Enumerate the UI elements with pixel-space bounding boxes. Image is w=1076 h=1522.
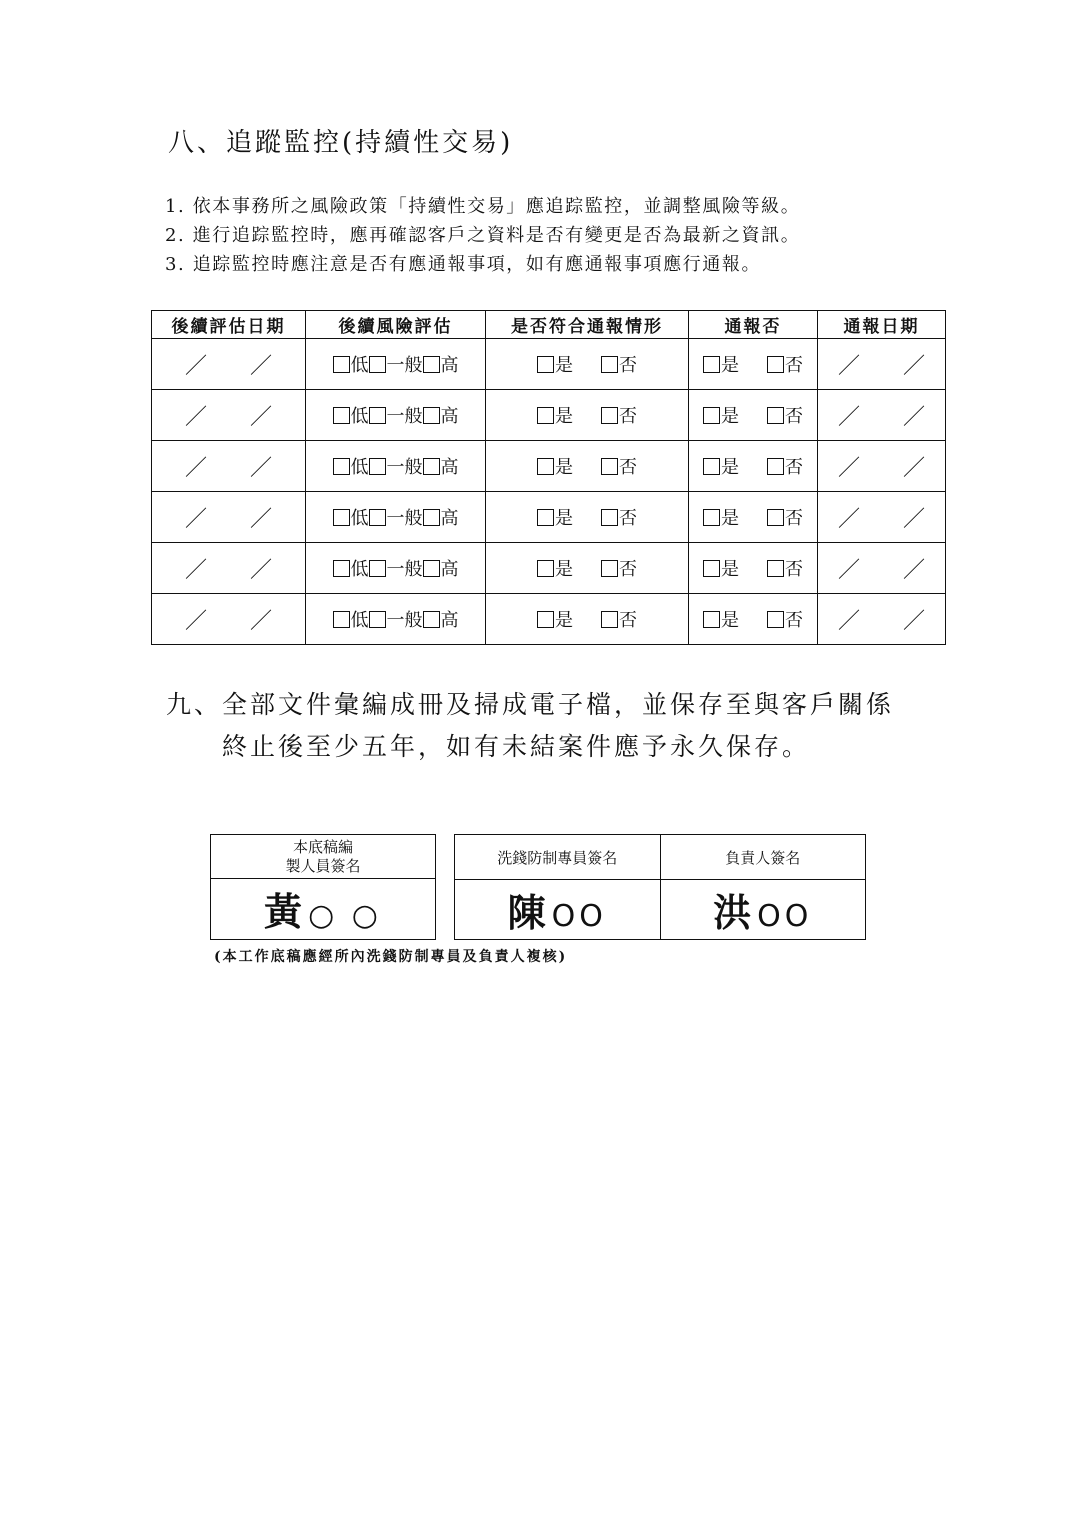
risk-low-option[interactable]: [333, 610, 369, 631]
checkbox-label: 低: [350, 559, 369, 580]
yes-option[interactable]: [703, 508, 739, 529]
date-slashes: ／ ／: [838, 557, 943, 583]
date-slashes: ／ ／: [185, 455, 290, 481]
no-option[interactable]: [767, 610, 803, 631]
checkbox-icon[interactable]: [537, 356, 554, 373]
checkbox-icon[interactable]: [333, 509, 350, 526]
checkbox-icon[interactable]: [369, 356, 386, 373]
checkbox-icon[interactable]: [537, 509, 554, 526]
yes-option[interactable]: [537, 508, 573, 529]
preparer-signature-box: [210, 834, 436, 940]
checkbox-label: 否: [785, 508, 803, 529]
preparer-signature[interactable]: [211, 879, 435, 937]
checkbox-label: 是: [721, 559, 739, 580]
report-date-cell[interactable]: [818, 594, 946, 645]
eval-date-cell[interactable]: [152, 339, 306, 390]
checkbox-icon[interactable]: [423, 560, 440, 577]
approver-signature-box: [454, 834, 866, 940]
table-row: [152, 594, 946, 645]
checkbox-label: 一般: [386, 406, 423, 427]
no-option[interactable]: [767, 406, 803, 427]
checkbox-icon[interactable]: [369, 560, 386, 577]
no-option[interactable]: [601, 406, 637, 427]
table-row: [152, 390, 946, 441]
date-slashes: ／ ／: [838, 404, 943, 430]
table-row: [152, 543, 946, 594]
date-slashes: ／ ／: [838, 506, 943, 532]
no-option[interactable]: [601, 355, 637, 376]
checkbox-label: 高: [440, 355, 459, 376]
checkbox-label: 否: [785, 406, 803, 427]
checkbox-icon[interactable]: [601, 560, 618, 577]
header-report-date: 通報日期: [818, 311, 946, 339]
checkbox-label: 一般: [386, 457, 423, 478]
checkbox-label: 是: [721, 508, 739, 529]
reported-cell: [689, 441, 818, 492]
report-condition-cell: [486, 594, 689, 645]
tracking-table: [151, 310, 946, 645]
checkbox-icon[interactable]: [703, 407, 720, 424]
risk-low-option[interactable]: [333, 559, 369, 580]
no-option[interactable]: [601, 559, 637, 580]
checkbox-label: 低: [350, 508, 369, 529]
checkbox-icon[interactable]: [423, 356, 440, 373]
checkbox-label: 低: [350, 355, 369, 376]
checkbox-label: 高: [440, 406, 459, 427]
date-slashes: ／ ／: [185, 608, 290, 634]
checkbox-icon[interactable]: [333, 560, 350, 577]
head-sig-rest: OO: [757, 899, 813, 934]
aml-sig-name: 陳: [507, 890, 552, 935]
no-option[interactable]: [767, 457, 803, 478]
checkbox-icon[interactable]: [369, 611, 386, 628]
checkbox-icon[interactable]: [369, 407, 386, 424]
checkbox-icon[interactable]: [369, 509, 386, 526]
checkbox-icon[interactable]: [333, 458, 350, 475]
risk-eval-cell: [306, 339, 486, 390]
checkbox-label: 否: [785, 457, 803, 478]
no-option[interactable]: [601, 508, 637, 529]
yes-option[interactable]: [537, 406, 573, 427]
no-option[interactable]: [767, 355, 803, 376]
checkbox-icon[interactable]: [703, 560, 720, 577]
report-condition-cell: [486, 441, 689, 492]
risk-eval-cell: [306, 594, 486, 645]
table-row: [152, 441, 946, 492]
note-3: 3. 追踪監控時應注意是否有應通報事項，如有應通報事項應行通報。: [165, 254, 762, 275]
section-9-line-1: 九、全部文件彙編成冊及掃成電子檔，並保存至與客戶關係: [166, 690, 895, 719]
risk-normal-option[interactable]: [369, 355, 423, 376]
header-eval-date: 後續評估日期: [152, 311, 306, 339]
aml-officer-signature[interactable]: [455, 880, 660, 939]
eval-date-cell[interactable]: [152, 594, 306, 645]
risk-normal-option[interactable]: [369, 508, 423, 529]
head-sig-name: 洪: [713, 890, 758, 935]
checkbox-icon[interactable]: [601, 458, 618, 475]
checkbox-label: 是: [555, 406, 573, 427]
checkbox-icon[interactable]: [537, 458, 554, 475]
yes-option[interactable]: [537, 610, 573, 631]
date-slashes: ／ ／: [185, 353, 290, 379]
checkbox-label: 是: [721, 457, 739, 478]
table-row: [152, 339, 946, 390]
checkbox-label: 低: [350, 457, 369, 478]
eval-date-cell[interactable]: [152, 492, 306, 543]
section-9-line-2: 終止後至少五年，如有未結案件應予永久保存。: [222, 732, 811, 761]
checkbox-label: 否: [785, 355, 803, 376]
checkbox-icon[interactable]: [423, 611, 440, 628]
aml-sig-rest: OO: [551, 899, 607, 934]
checkbox-icon[interactable]: [423, 407, 440, 424]
checkbox-icon[interactable]: [601, 356, 618, 373]
date-slashes: ／ ／: [838, 608, 943, 634]
checkbox-label: 是: [555, 355, 573, 376]
risk-high-option[interactable]: [423, 355, 459, 376]
no-option[interactable]: [601, 610, 637, 631]
risk-normal-option[interactable]: [369, 610, 423, 631]
report-date-cell[interactable]: [818, 441, 946, 492]
checkbox-label: 是: [555, 559, 573, 580]
checkbox-label: 是: [721, 355, 739, 376]
checkbox-icon[interactable]: [537, 407, 554, 424]
risk-high-option[interactable]: [423, 406, 459, 427]
checkbox-icon[interactable]: [767, 611, 784, 628]
checkbox-label: 否: [785, 610, 803, 631]
no-option[interactable]: [767, 508, 803, 529]
checkbox-label: 是: [555, 457, 573, 478]
checkbox-icon[interactable]: [601, 611, 618, 628]
checkbox-label: 一般: [386, 610, 423, 631]
risk-high-option[interactable]: [423, 559, 459, 580]
report-condition-cell: [486, 492, 689, 543]
risk-eval-cell: [306, 441, 486, 492]
checkbox-icon[interactable]: [601, 407, 618, 424]
checkbox-label: 否: [785, 559, 803, 580]
reported-cell: [689, 390, 818, 441]
preparer-label-line-2: 製人員簽名: [285, 857, 361, 875]
checkbox-icon[interactable]: [423, 509, 440, 526]
review-footnote: (本工作底稿應經所內洗錢防制專員及負責人複核): [214, 949, 568, 965]
report-condition-cell: [486, 390, 689, 441]
yes-option[interactable]: [703, 355, 739, 376]
checkbox-icon[interactable]: [703, 458, 720, 475]
yes-option[interactable]: [703, 610, 739, 631]
yes-option[interactable]: [537, 355, 573, 376]
reported-cell: [689, 492, 818, 543]
checkbox-icon[interactable]: [703, 509, 720, 526]
risk-low-option[interactable]: [333, 508, 369, 529]
report-condition-cell: [486, 339, 689, 390]
checkbox-label: 否: [619, 610, 637, 631]
checkbox-label: 高: [440, 457, 459, 478]
risk-normal-option[interactable]: [369, 406, 423, 427]
yes-option[interactable]: [703, 559, 739, 580]
yes-option[interactable]: [703, 457, 739, 478]
table-header-row: [152, 311, 946, 339]
yes-option[interactable]: [703, 406, 739, 427]
preparer-sig-rest: ○ ○: [308, 897, 382, 933]
checkbox-icon[interactable]: [767, 509, 784, 526]
checkbox-icon[interactable]: [767, 560, 784, 577]
reported-cell: [689, 543, 818, 594]
report-date-cell[interactable]: [818, 543, 946, 594]
responsible-person-signature[interactable]: [661, 880, 866, 939]
checkbox-icon[interactable]: [333, 407, 350, 424]
risk-eval-cell: [306, 543, 486, 594]
yes-option[interactable]: [537, 559, 573, 580]
preparer-sig-name: 黃: [264, 888, 309, 934]
eval-date-cell[interactable]: [152, 441, 306, 492]
responsible-person-label: 負責人簽名: [661, 835, 866, 880]
risk-eval-cell: [306, 390, 486, 441]
checkbox-label: 是: [555, 610, 573, 631]
date-slashes: ／ ／: [185, 404, 290, 430]
checkbox-icon[interactable]: [767, 356, 784, 373]
checkbox-label: 是: [721, 610, 739, 631]
no-option[interactable]: [601, 457, 637, 478]
no-option[interactable]: [767, 559, 803, 580]
checkbox-icon[interactable]: [767, 407, 784, 424]
table-row: [152, 492, 946, 543]
checkbox-icon[interactable]: [423, 458, 440, 475]
checkbox-label: 否: [619, 457, 637, 478]
checkbox-icon[interactable]: [703, 356, 720, 373]
risk-high-option[interactable]: [423, 508, 459, 529]
reported-cell: [689, 339, 818, 390]
responsible-person-column: [660, 835, 866, 939]
checkbox-icon[interactable]: [537, 560, 554, 577]
aml-officer-column: [455, 835, 660, 939]
checkbox-icon[interactable]: [333, 611, 350, 628]
date-slashes: ／ ／: [838, 455, 943, 481]
checkbox-label: 高: [440, 610, 459, 631]
note-2: 2. 進行追踪監控時，應再確認客戶之資料是否有變更是否為最新之資訊。: [165, 225, 801, 246]
checkbox-icon[interactable]: [601, 509, 618, 526]
section-9: [166, 684, 894, 768]
reported-cell: [689, 594, 818, 645]
preparer-label-line-1: 本底稿編: [292, 838, 353, 856]
header-reported: 通報否: [689, 311, 818, 339]
note-1: 1. 依本事務所之風險政策「持續性交易」應追踪監控，並調整風險等級。: [165, 196, 801, 217]
date-slashes: ／ ／: [185, 557, 290, 583]
risk-low-option[interactable]: [333, 355, 369, 376]
report-date-cell[interactable]: [818, 339, 946, 390]
report-date-cell[interactable]: [818, 492, 946, 543]
checkbox-label: 一般: [386, 355, 423, 376]
risk-high-option[interactable]: [423, 457, 459, 478]
risk-eval-cell: [306, 492, 486, 543]
section-8-title: 八、追蹤監控(持續性交易): [168, 128, 514, 158]
checkbox-label: 否: [619, 355, 637, 376]
checkbox-label: 低: [350, 610, 369, 631]
header-risk-eval: 後續風險評估: [306, 311, 486, 339]
checkbox-icon[interactable]: [703, 611, 720, 628]
risk-low-option[interactable]: [333, 406, 369, 427]
checkbox-label: 否: [619, 406, 637, 427]
checkbox-icon[interactable]: [767, 458, 784, 475]
header-report-condition: 是否符合通報情形: [486, 311, 689, 339]
risk-high-option[interactable]: [423, 610, 459, 631]
checkbox-label: 否: [619, 559, 637, 580]
risk-low-option[interactable]: [333, 457, 369, 478]
report-date-cell[interactable]: [818, 390, 946, 441]
aml-officer-label: 洗錢防制專員簽名: [455, 835, 660, 880]
report-condition-cell: [486, 543, 689, 594]
eval-date-cell[interactable]: [152, 390, 306, 441]
checkbox-label: 低: [350, 406, 369, 427]
preparer-signature-label: [211, 835, 435, 879]
checkbox-label: 是: [555, 508, 573, 529]
risk-normal-option[interactable]: [369, 559, 423, 580]
checkbox-label: 一般: [386, 559, 423, 580]
checkbox-label: 高: [440, 559, 459, 580]
date-slashes: ／ ／: [838, 353, 943, 379]
checkbox-label: 一般: [386, 508, 423, 529]
checkbox-icon[interactable]: [369, 458, 386, 475]
eval-date-cell[interactable]: [152, 543, 306, 594]
checkbox-label: 是: [721, 406, 739, 427]
risk-normal-option[interactable]: [369, 457, 423, 478]
checkbox-label: 高: [440, 508, 459, 529]
checkbox-icon[interactable]: [333, 356, 350, 373]
checkbox-label: 否: [619, 508, 637, 529]
date-slashes: ／ ／: [185, 506, 290, 532]
checkbox-icon[interactable]: [537, 611, 554, 628]
section-8-notes: [165, 192, 800, 279]
yes-option[interactable]: [537, 457, 573, 478]
